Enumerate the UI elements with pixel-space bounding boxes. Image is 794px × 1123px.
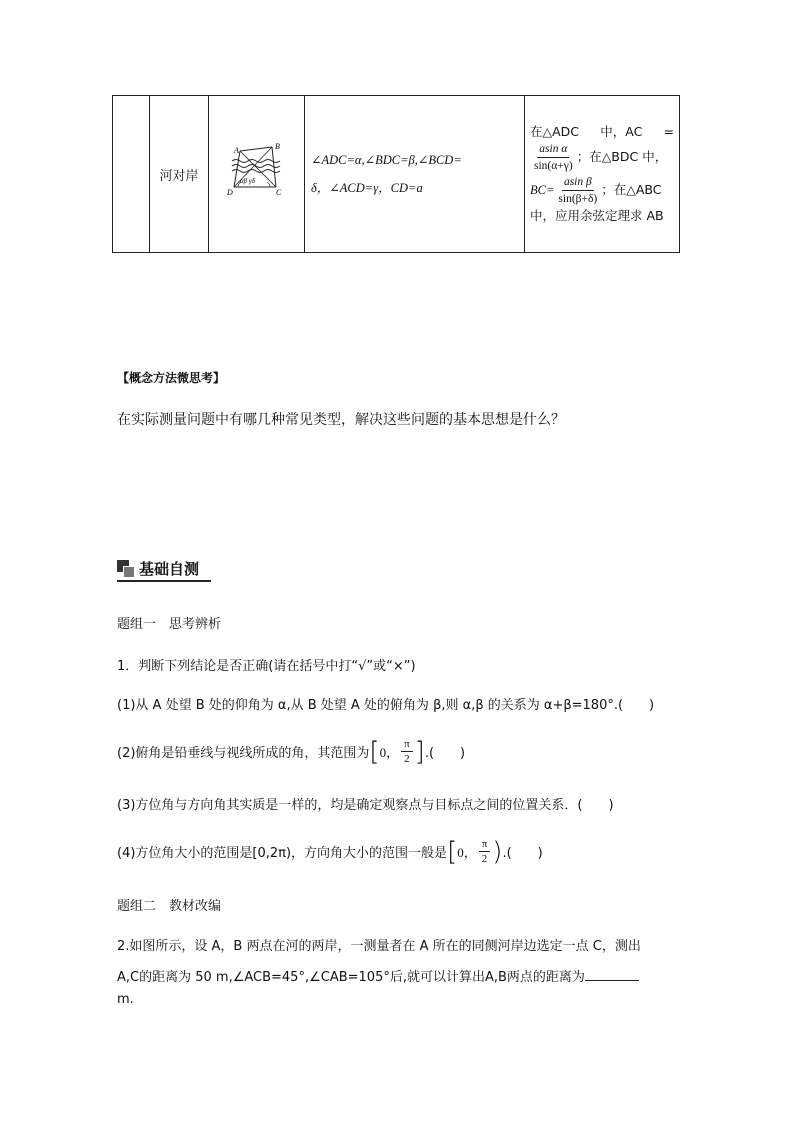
given-line-2: δ，∠ACD=γ，CD=a: [311, 181, 423, 195]
left-bracket: [: [369, 736, 380, 767]
group1-title: 题组一 思考辨析: [117, 617, 222, 632]
solution-method: [525, 96, 680, 253]
question-text: A,C的距离为 50 m,∠ACB=45°,∠CAB=105°后,就可以计算出A,B两点的距离为: [117, 970, 585, 985]
statement-1: (1)从 A 处望 B 处的仰角为 α,从 B 处望 A 处的俯角为 β,则 α,β 的关系为 α+β=180°.( ): [117, 698, 655, 713]
solution-line-2: [530, 141, 674, 174]
fraction-numerator: π: [401, 737, 413, 752]
table-row: [113, 96, 680, 253]
statement-4: [117, 837, 543, 866]
question-2-line-3: m.: [117, 992, 134, 1007]
point-label-a: A: [233, 146, 239, 155]
point-label-c: C: [275, 188, 281, 197]
river-diagram-cell: [209, 96, 305, 253]
question-2-line-1: 2.如图所示，设 A，B 两点在河的两岸，一测量者在 A 所在的同侧河岸边选定一点 C，测出: [117, 939, 641, 954]
statement-2: [117, 737, 465, 766]
concept-question: 在实际测量问题中有哪几种常见类型，解决这些问题的基本思想是什么？: [117, 412, 565, 428]
right-bracket: ]: [414, 736, 425, 767]
given-conditions: [305, 96, 525, 253]
fraction-denominator: sin(β+δ): [558, 193, 598, 205]
answer-parens: .( ): [424, 746, 466, 761]
pi-over-2: [479, 837, 491, 866]
point-label-b: B: [274, 142, 280, 151]
group2-title: 题组二 教材改编: [117, 899, 222, 914]
table-cell-index: [113, 96, 150, 253]
section-underline: [117, 580, 211, 582]
given-line-1: ∠ADC=α,∠BDC=β,∠BCD=: [311, 153, 462, 167]
section-square-icon: [117, 560, 133, 576]
statement-text: (2)俯角是铅垂线与视线所成的角，其范围为: [117, 746, 370, 761]
fraction-numerator: π: [479, 837, 491, 852]
solution-text: BC=: [530, 183, 555, 197]
river-diagram: [226, 141, 288, 203]
question-2-line-2: [117, 966, 639, 985]
statement-text: (4)方位角大小的范围是[0,2π)，方向角大小的范围一般是: [117, 846, 448, 861]
section-header: [117, 556, 199, 580]
question-1: 1．判断下列结论是否正确(请在括号中打“√”或“×”): [117, 659, 416, 674]
solution-line-3: [530, 174, 674, 207]
answer-parens: .( ): [502, 846, 543, 861]
point-label-d: D: [226, 188, 233, 197]
fraction-numerator: asin β: [562, 174, 594, 191]
concept-label: 【概念方法微思考】: [117, 371, 226, 385]
answer-blank[interactable]: [585, 968, 639, 981]
range-start: 0，: [457, 845, 477, 860]
left-bracket: [: [447, 836, 458, 867]
fraction-denominator: sin(α+γ): [534, 160, 573, 172]
row-label: 河对岸: [150, 96, 209, 253]
solution-text: ；在△BDC 中，: [576, 149, 668, 164]
solution-text: 中，AC: [600, 124, 643, 139]
fraction-ac: [532, 141, 575, 174]
fraction-bc: [556, 174, 599, 207]
fraction-denominator: 2: [481, 853, 488, 865]
solution-text: =: [663, 124, 674, 139]
solution-line-1: [530, 123, 674, 141]
pi-over-2: [401, 737, 413, 766]
section-title: 基础自测: [139, 559, 200, 578]
statement-3: (3)方位角与方向角其实质是一样的，均是确定观察点与目标点之间的位置关系．( ): [117, 798, 614, 813]
right-paren: ): [492, 836, 503, 867]
fraction-denominator: 2: [404, 753, 410, 765]
solution-text: 在△ADC: [530, 124, 580, 139]
solution-text: ；在△ABC: [601, 182, 662, 197]
range-start: 0，: [379, 745, 400, 760]
angle-labels: αβ γδ: [239, 177, 255, 185]
method-table: [112, 95, 680, 253]
fraction-numerator: asin α: [537, 141, 569, 158]
solution-line-4: 中，应用余弦定理求 AB: [530, 208, 664, 223]
